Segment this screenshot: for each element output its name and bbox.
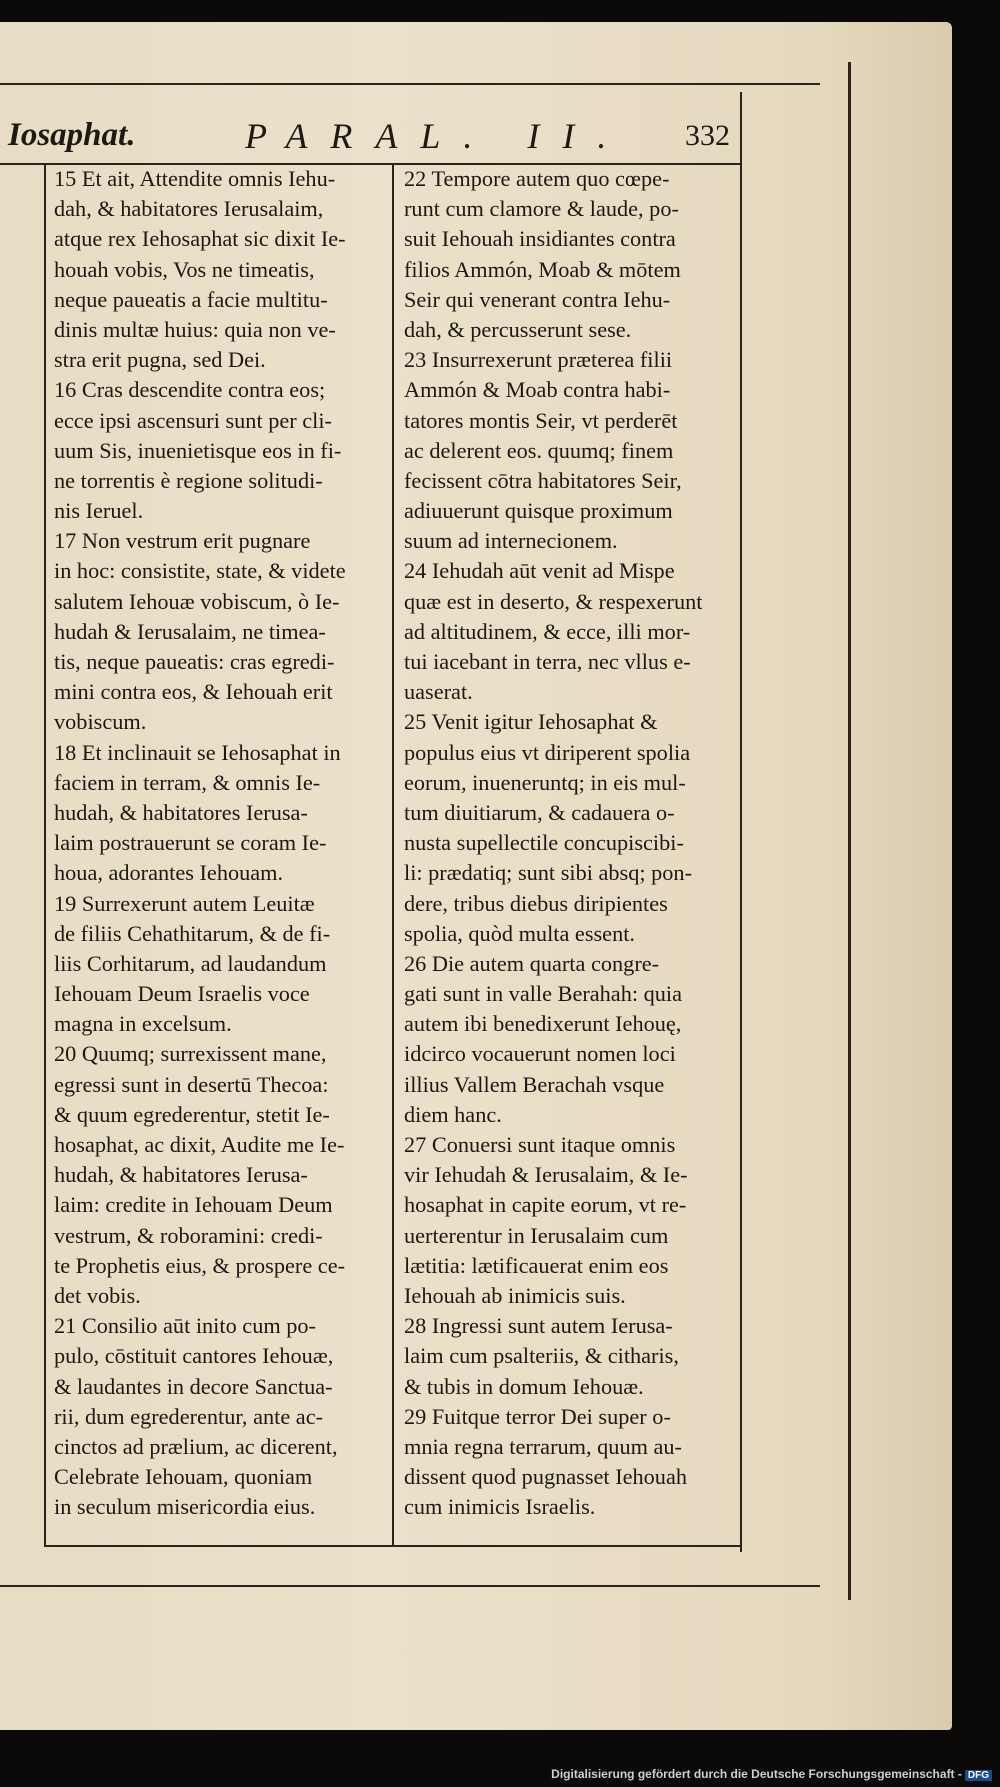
text-line: Iehouam Deum Israelis voce: [54, 981, 310, 1007]
text-line: eorum, inueneruntq; in eis mul-: [404, 769, 686, 795]
text-line: 22 Tempore autem quo cœpe-: [404, 166, 670, 191]
text-line: 21 Consilio aūt inito cum po-: [54, 1313, 316, 1339]
text-line: idcirco vocauerunt nomen loci: [404, 1041, 676, 1067]
text-line: det vobis.: [54, 1282, 141, 1308]
text-line: gati sunt in valle Berahah: quia: [404, 981, 683, 1007]
text-line: faciem in terram, & omnis Ie-: [54, 769, 321, 795]
text-line: uum Sis, inuenietisque eos in fi-: [54, 437, 342, 463]
text-line: cum inimicis Israelis.: [404, 1494, 596, 1520]
right-text-column: [404, 164, 749, 1522]
text-line: 27 Conuersi sunt itaque omnis: [404, 1132, 676, 1157]
text-line: vestrum, & roboramini: credi-: [54, 1222, 323, 1248]
text-line: 16 Cras descendite contra eos;: [54, 377, 326, 403]
text-line: 17 Non vestrum erit pugnare: [54, 528, 311, 554]
text-line: laim postrauerunt se coram Ie-: [54, 830, 327, 856]
lower-rule: [0, 1585, 820, 1587]
digitization-footer: [551, 1767, 992, 1781]
running-head-left: Iosaphat.: [8, 117, 136, 153]
text-line: vobiscum.: [54, 709, 147, 735]
text-line: 29 Fuitque terror Dei super o-: [404, 1403, 671, 1429]
top-rule: [0, 83, 820, 85]
text-line: dissent quod pugnasset Iehouah: [404, 1464, 688, 1490]
text-line: ne torrentis è regione solitudi-: [54, 467, 323, 493]
footer-text: Digitalisierung gefördert durch die Deutsche Forschungsgemeinschaft -: [551, 1767, 962, 1781]
text-line: & laudantes in decore Sanctua-: [54, 1373, 333, 1399]
text-line: spolia, quòd multa essent.: [404, 920, 635, 946]
text-line: uerterentur in Ierusalaim cum: [404, 1222, 669, 1248]
text-line: dah, & percusserunt sese.: [404, 316, 632, 342]
text-line: Ammón & Moab contra habi-: [404, 377, 671, 403]
text-line: hudah, & habitatores Ierusa-: [54, 1162, 308, 1188]
page-number: 332: [685, 119, 730, 152]
text-line: te Prophetis eius, & prospere ce-: [54, 1252, 346, 1278]
text-line: mini contra eos, & Iehouah erit: [54, 679, 333, 705]
text-line: hosaphat, ac dixit, Audite me Ie-: [54, 1132, 345, 1157]
text-line: atque rex Iehosaphat sic dixit Ie-: [54, 226, 346, 252]
text-line: li: prædatiq; sunt sibi absq; pon-: [404, 860, 692, 886]
text-line: nis Ieruel.: [54, 498, 144, 524]
text-line: uaserat.: [404, 679, 473, 705]
text-line: egressi sunt in desertū Thecoa:: [54, 1071, 329, 1097]
text-line: populus eius vt diriperent spolia: [404, 739, 691, 765]
text-line: hudah & Ierusalaim, ne timea-: [54, 618, 326, 644]
text-line: ecce ipsi ascensuri sunt per cli-: [54, 407, 332, 433]
text-line: dinis multæ huius: quia non ve-: [54, 316, 336, 342]
text-line: de filiis Cehathitarum, & de fi-: [54, 920, 331, 946]
running-head-title: PARAL. II.: [245, 116, 630, 156]
left-margin-rule: [44, 165, 46, 1547]
text-line: hudah, & habitatores Ierusa-: [54, 799, 308, 825]
text-line: dere, tribus diebus diripientes: [404, 890, 668, 916]
text-line: 25 Venit igitur Iehosaphat &: [404, 709, 658, 735]
text-line: tatores montis Seir, vt perderēt: [404, 407, 678, 433]
text-line: laim: credite in Iehouam Deum: [54, 1192, 333, 1218]
text-line: rii, dum egrederentur, ante ac-: [54, 1403, 324, 1429]
bottom-rule: [46, 1545, 741, 1547]
text-line: nusta supellectile concupiscibi-: [404, 830, 684, 856]
text-line: salutem Iehouæ vobiscum, ò Ie-: [54, 588, 340, 614]
text-line: houa, adorantes Iehouam.: [54, 860, 284, 886]
text-line: suit Iehouah insidiantes contra: [404, 226, 676, 252]
text-line: tum diuitiarum, & cadauera o-: [404, 799, 675, 825]
text-line: Celebrate Iehouam, quoniam: [54, 1464, 313, 1490]
text-line: adiuuerunt quisque proximum: [404, 498, 673, 524]
text-line: quæ est in deserto, & respexerunt: [404, 588, 703, 614]
text-line: & tubis in domum Iehouæ.: [404, 1373, 644, 1399]
text-line: suum ad internecionem.: [404, 528, 618, 554]
text-line: 15 Et ait, Attendite omnis Iehu-: [54, 166, 336, 191]
text-line: ac delerent eos. quumq; finem: [404, 437, 674, 463]
text-line: tis, neque paueatis: cras egredi-: [54, 649, 335, 674]
text-line: in seculum misericordia eius.: [54, 1494, 316, 1520]
text-line: tui iacebant in terra, nec vllus e-: [404, 649, 691, 674]
text-line: 26 Die autem quarta congre-: [404, 950, 660, 976]
text-line: 23 Insurrexerunt præterea filii: [404, 347, 673, 373]
text-line: liis Corhitarum, ad laudandum: [54, 950, 327, 976]
text-line: autem ibi benedixerunt Iehouę,: [404, 1011, 682, 1037]
text-line: cinctos ad prælium, ac dicerent,: [54, 1433, 338, 1459]
text-line: runt cum clamore & laude, po-: [404, 196, 679, 222]
text-line: 20 Quumq; surrexissent mane,: [54, 1041, 327, 1067]
text-line: neque paueatis a facie multitu-: [54, 286, 328, 312]
text-line: 28 Ingressi sunt autem Ierusa-: [404, 1313, 673, 1339]
text-line: hosaphat in capite eorum, vt re-: [404, 1192, 687, 1218]
page-header: [0, 115, 745, 165]
text-line: mnia regna terrarum, quum au-: [404, 1433, 682, 1459]
text-line: Seir qui venerant contra Iehu-: [404, 286, 671, 312]
text-line: filios Ammón, Moab & mōtem: [404, 256, 681, 282]
text-line: & quum egrederentur, stetit Ie-: [54, 1101, 330, 1127]
right-outer-rule: [848, 62, 851, 1600]
text-line: ad altitudinem, & ecce, illi mor-: [404, 618, 691, 644]
text-line: vir Iehudah & Ierusalaim, & Ie-: [404, 1162, 688, 1188]
text-line: laim cum psalteriis, & citharis,: [404, 1343, 679, 1369]
text-line: diem hanc.: [404, 1101, 502, 1127]
text-line: fecissent cōtra habitatores Seir,: [404, 467, 682, 493]
left-text-column: [54, 164, 399, 1522]
text-line: houah vobis, Vos ne timeatis,: [54, 256, 315, 282]
text-line: dah, & habitatores Ierusalaim,: [54, 196, 324, 222]
text-line: pulo, cōstituit cantores Iehouæ,: [54, 1343, 334, 1369]
text-line: stra erit pugna, sed Dei.: [54, 347, 266, 373]
text-line: lætitia: lætificauerat enim eos: [404, 1252, 669, 1278]
text-line: 19 Surrexerunt autem Leuitæ: [54, 890, 315, 916]
text-line: 24 Iehudah aūt venit ad Mispe: [404, 558, 675, 584]
text-line: magna in excelsum.: [54, 1011, 232, 1037]
text-line: 18 Et inclinauit se Iehosaphat in: [54, 739, 341, 765]
text-line: illius Vallem Berachah vsque: [404, 1071, 665, 1097]
dfg-logo: DFG: [965, 1770, 992, 1781]
text-line: in hoc: consistite, state, & videte: [54, 558, 346, 584]
text-line: Iehouah ab inimicis suis.: [404, 1282, 626, 1308]
